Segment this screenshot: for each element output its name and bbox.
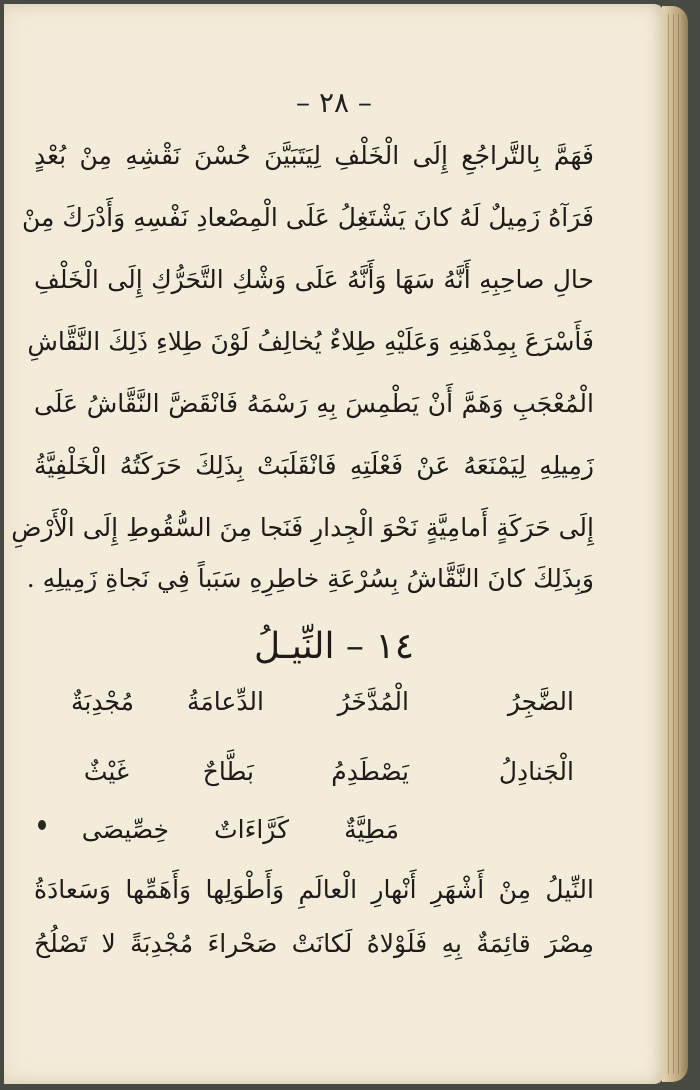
- page-edge-line: [673, 14, 674, 1074]
- vocabulary-word: مُجْدِبَةٌ: [70, 687, 134, 716]
- vocabulary-word: بَطَّاحٌ: [202, 757, 254, 786]
- text-line: مِصْرَ قائِمَةٌ بِهِ فَلَوْلاهُ لَكانَتْ صَحْراءَ مُجْدِبَةً لا تَصْلُحُ: [34, 929, 594, 958]
- page-number: – ٢٨ –: [296, 86, 372, 119]
- text-line: زَمِيلِهِ لِيَمْنَعَهُ عَنْ فَعْلَتِهِ فَانْقَلَبَتْ بِذَلِكَ حَرَكَتُهُ الْخَلْفِيَّةُ: [34, 451, 594, 480]
- page-edge-line: [678, 14, 679, 1074]
- text-line: إِلَى حَرَكَةٍ أَمامِيَّةٍ نَحْوَ الْجِدارِ فَنَجا مِنَ السُّقُوطِ إِلَى الْأَرْضِ: [11, 513, 594, 542]
- vocabulary-word: الدِّعامَةُ: [186, 687, 264, 716]
- vocabulary-word: كَرَّاءَاتٌ: [214, 815, 289, 844]
- vocabulary-word: الْجَنادِلُ: [498, 757, 574, 786]
- text-line: فَرَآهُ زَمِيلٌ لَهُ كانَ يَشْتَغِلُ عَلَى الْمِصْعادِ نَفْسِهِ وَأَدْرَكَ مِنْ: [21, 203, 594, 232]
- vocabulary-row: [54, 750, 574, 794]
- text-line: النِّيلُ مِنْ أَشْهَرِ أَنْهارِ الْعالَمِ وَأَطْوَلِها وَأَهَمِّها وَسَعادَةُ: [34, 875, 594, 904]
- text-line: حالِ صاحِبِهِ أَنَّهُ سَهَا وَأَنَّهُ عَلَى وَشْكِ التَّحَرُّكِ إِلَى الْخَلْفِ: [34, 265, 594, 294]
- page-edge-line: [668, 14, 669, 1074]
- section-title: ١٤ – النِّيـلُ: [253, 626, 415, 667]
- book-page: [4, 4, 664, 1084]
- page-edge: [662, 6, 688, 1082]
- text-line: الْمُعْجَبِ وَهَمَّ أَنْ يَطْمِسَ بِهِ رَسْمَهُ فَانْقَضَّ النَّقَّاشُ عَلَى: [34, 389, 594, 418]
- vocabulary-row: [54, 680, 574, 724]
- text-line: وَبِذَلِكَ كانَ النَّقَّاشُ بِسُرْعَةِ خاطِرِهِ سَبَباً فِي نَجاةِ زَمِيلِهِ .: [26, 564, 594, 593]
- vocabulary-word: الضَّجِرُ: [507, 687, 574, 716]
- ink-spot: [38, 820, 46, 830]
- text-line: فَأَسْرَعَ بِمِدْهَنِهِ وَعَلَيْهِ طِلاءٌ يُخالِفُ لَوْنَ طِلاءِ ذَلِكَ النَّقَّاشِ: [27, 327, 594, 356]
- vocabulary-row: [54, 808, 574, 852]
- vocabulary-word: غَيْثٌ: [83, 757, 129, 786]
- vocabulary-word: مَطِيَّةٌ: [344, 815, 399, 844]
- text-line: فَهَمَّ بِالتَّراجُعِ إِلَى الْخَلْفِ لِيَتَبَيَّنَ حُسْنَ نَقْشِهِ مِنْ بُعْدٍ: [34, 141, 594, 170]
- vocabulary-word: خِصِّيصَى: [81, 815, 169, 844]
- vocabulary-word: يَصْطَدِمُ: [331, 757, 409, 786]
- vocabulary-word: الْمُدَّخَرُ: [337, 687, 409, 716]
